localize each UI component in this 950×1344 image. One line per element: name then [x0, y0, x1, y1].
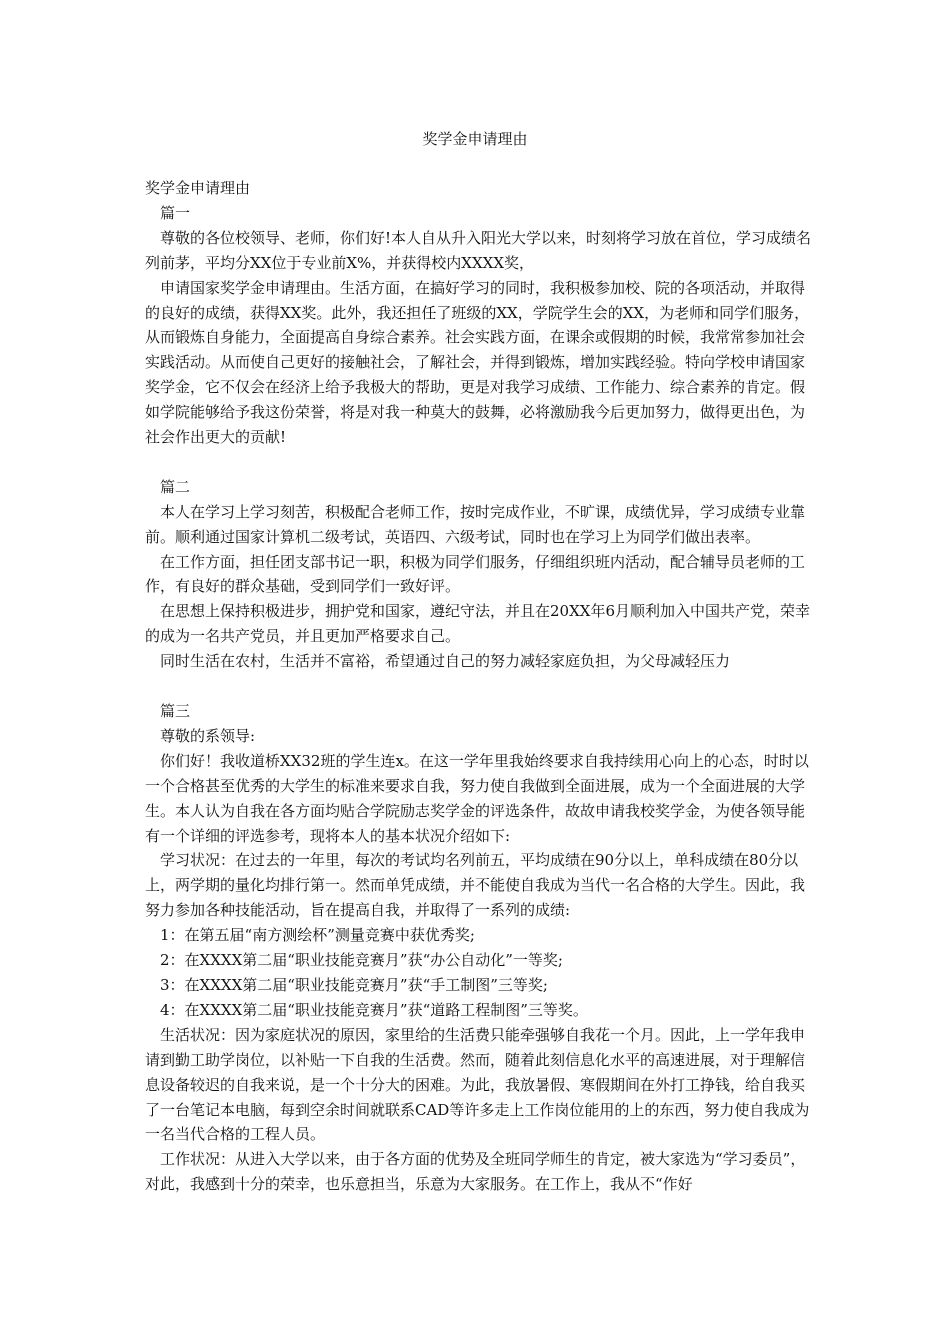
- document-body: [145, 176, 813, 1197]
- section-3-list-item: 1：在第五届“南方测绘杯”测量竞赛中获优秀奖;: [160, 926, 475, 945]
- section-3-paragraph: 学习状况：在过去的一年里，每次的考试均名列前五，平均成绩在90分以上，单科成绩在80分以上，两学期的量化均排行第一。然而单凭成绩，并不能使自我成为当代一名合格的大学生。因此，我努力参加各种技能活动，旨在提高自我，并取得了一系列的成绩:: [145, 851, 806, 920]
- section-gap: [145, 674, 813, 699]
- section-3-greeting: 尊敬的系领导:: [160, 726, 256, 745]
- document-subtitle: 奖学金申请理由: [145, 179, 251, 197]
- section-2-paragraph: 同时生活在农村，生活并不富裕，希望通过自己的努力减轻家庭负担，为父母减轻压力: [160, 652, 731, 671]
- section-2-paragraph: 在思想上保持积极进步，拥护党和国家，遵纪守法，并且在20XX年6月顺利加入中国共产党，荣幸的成为一名共产党员，并且更加严格要求自己。: [145, 602, 810, 646]
- section-3-paragraph: 工作状况：从进入大学以来，由于各方面的优势及全班同学师生的肯定，被大家选为“学习委员”，对此，我感到十分的荣幸，也乐意担当，乐意为大家服务。在工作上，我从不“作好: [145, 1150, 806, 1194]
- section-3-list-item: 4：在XXXX第二届“职业技能竞赛月”获“道路工程制图”三等奖。: [160, 1000, 588, 1019]
- section-heading-1: 篇一: [160, 203, 191, 222]
- section-1-paragraph: 申请国家奖学金申请理由。生活方面，在搞好学习的同时，我积极参加校、院的各项活动，并取得的良好的成绩，获得XX奖。此外，我还担任了班级的XX，学院学生会的XX，为老师和同学们服务，从而锻炼自身能力，全面提高自身综合素养。社会实践方面，在课余或假期的时候，我常常参加社会实践活动。从而使自己更好的接触社会，了解社会，并得到锻炼，增加实践经验。特向学校申请国家奖学金，它不仅会在经济上给予我极大的帮助，更是对我学习成绩、工作能力、综合素养的肯定。假如学院能够给予我这份荣誉，将是对我一种莫大的鼓舞，必将激励我今后更加努力，做得更出色，为社会作出更大的贡献!: [145, 278, 810, 447]
- section-1-paragraph: 尊敬的各位校领导、老师，你们好!本人自从升入阳光大学以来，时刻将学习放在首位，学习成绩名列前茅，平均分XX位于专业前X%，并获得校内XXXX奖，: [145, 228, 812, 272]
- section-3-paragraph: 你们好！我收道桥XX32班的学生连x。在这一学年里我始终要求自我持续用心向上的心态，时时以一个合格甚至优秀的大学生的标准来要求自我，努力使自我做到全面进展，成为一个全面进展的大学生。本人认为自我在各方面均贴合学院励志奖学金的评选条件，故故申请我校奖学金，为使各领导能有一个详细的评选参考，现将本人的基本状况介绍如下:: [145, 751, 809, 845]
- section-3-list-item: 2：在XXXX第二届“职业技能竞赛月”获“办公自动化”一等奖;: [160, 951, 563, 970]
- section-3-list-item: 3：在XXXX第二届“职业技能竞赛月”获“手工制图”三等奖;: [160, 975, 548, 994]
- section-heading-2: 篇二: [160, 477, 191, 496]
- document-title: 奖学金申请理由: [422, 130, 528, 148]
- section-3-paragraph: 生活状况：因为家庭状况的原因，家里给的生活费只能牵强够自我花一个月。因此，上一学年我申请到勤工助学岗位，以补贴一下自我的生活费。然而，随着此刻信息化水平的高速进展，对于理解信息设备较迟的自我来说，是一个十分大的困难。为此，我放暑假、寒假期间在外打工挣钱，给自我买了一台笔记本电脑，每到空余时间就联系CAD等许多走上工作岗位能用的上的东西，努力使自我成为一名当代合格的工程人员。: [145, 1025, 810, 1144]
- section-heading-3: 篇三: [160, 702, 191, 720]
- section-2-paragraph: 本人在学习上学习刻苦，积极配合老师工作，按时完成作业，不旷课，成绩优异，学习成绩专业靠前。顺利通过国家计算机二级考试，英语四、六级考试，同时也在学习上为同学们做出表率。: [145, 502, 806, 546]
- section-2-paragraph: 在工作方面，担任团支部书记一职，积极为同学们服务，仔细组织班内活动，配合辅导员老师的工作，有良好的群众基础，受到同学们一致好评。: [145, 552, 806, 596]
- section-gap: [145, 450, 813, 475]
